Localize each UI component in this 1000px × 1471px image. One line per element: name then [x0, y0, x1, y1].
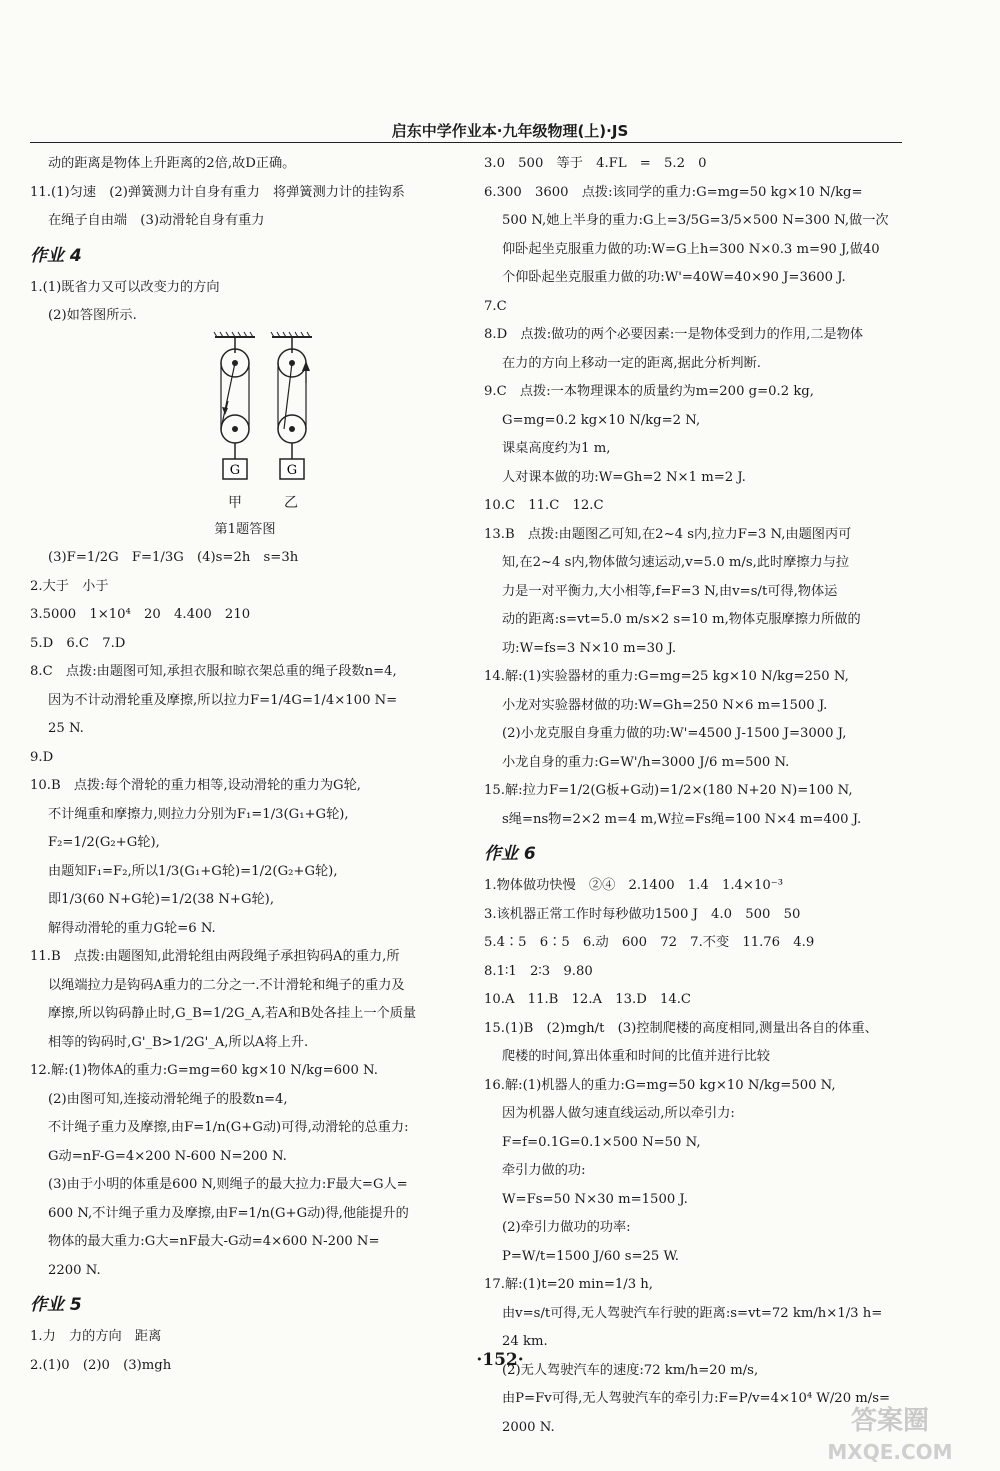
- text-line: 8.D 点拨:做功的两个必要因素:一是物体受到力的作用,二是物体: [484, 327, 864, 342]
- text-line: 动的距离是物体上升距离的2倍,故D正确。: [48, 156, 296, 171]
- page-header-title: 启东中学作业本·九年级物理(上)·JS: [391, 122, 629, 140]
- text-line: 力是一对平衡力,大小相等,f=F=3 N,由v=s/t可得,物体运: [502, 583, 838, 599]
- text-line: 2.(1)0 (2)0 (3)mgh: [30, 1357, 172, 1373]
- text-line: 17.解:(1)t=20 min=1/3 h,: [484, 1277, 653, 1292]
- text-line: 25 N.: [48, 721, 84, 736]
- text-line: 2000 N.: [502, 1419, 555, 1435]
- weight-label-left: G: [229, 462, 241, 478]
- text-line: 由P=Fv可得,无人驾驶汽车的牵引力:F=P/v=4×10⁴ W/20 m/s=: [502, 1391, 891, 1406]
- text-line: 摩擦,所以钩码静止时,G_B=1/2G_A,若A和B处各挂上一个质量: [48, 1006, 417, 1021]
- text-line: (2)如答图所示.: [48, 308, 137, 323]
- page-number: ·152·: [476, 1350, 524, 1370]
- text-line: (2)小龙克服自身重力做的功:W'=4500 J-1500 J=3000 J,: [502, 726, 847, 741]
- text-line: G=mg=0.2 kg×10 N/kg=2 N,: [502, 412, 701, 428]
- text-line: 动的距离:s=vt=5.0 m/s×2 s=10 m,物体克服摩擦力所做的: [502, 612, 861, 627]
- text-line: s绳=ns物=2×2 m=4 m,W拉=Fs绳=100 N×4 m=400 J.: [502, 811, 862, 827]
- text-line: (2)牵引力做功的功率:: [502, 1220, 631, 1235]
- text-line: 24 km.: [502, 1334, 548, 1349]
- text-line: 7.C: [484, 298, 507, 314]
- text-line: 在力的方向上移动一定的距离,据此分析判断.: [502, 355, 761, 371]
- right-column: [484, 150, 902, 1442]
- text-line: 物体的最大重力:G大=nF最大-G动=4×600 N-200 N=: [48, 1234, 380, 1249]
- text-line: 3.0 500 等于 4.FL = 5.2 0: [484, 156, 707, 171]
- text-line: 因为不计动滑轮重及摩擦,所以拉力F=1/4G=1/4×100 N=: [48, 692, 398, 708]
- text-line: 9.D: [30, 749, 54, 765]
- text-line: 仰卧起坐克服重力做的功:W=G上h=300 N×0.3 m=90 J,做40: [502, 241, 880, 257]
- text-line: F₂=1/2(G₂+G轮),: [48, 835, 160, 850]
- text-line: 功:W=fs=3 N×10 m=30 J.: [502, 640, 677, 656]
- watermark-logo: 答案圈: [850, 1406, 929, 1436]
- text-line: 人对课本做的功:W=Gh=2 N×1 m=2 J.: [502, 469, 746, 485]
- text-line: 爬楼的时间,算出体重和时间的比值并进行比较: [502, 1049, 770, 1064]
- left-column: [30, 150, 460, 1380]
- pulley-figure: [30, 331, 460, 516]
- left-top-lines: [30, 150, 460, 236]
- text-line: (2)由图可知,连接动滑轮绳子的股数n=4,: [48, 1091, 288, 1107]
- text-line: 13.B 点拨:由题图乙可知,在2~4 s内,拉力F=3 N,由题图丙可: [484, 526, 852, 542]
- text-line: 14.解:(1)实验器材的重力:G=mg=25 kg×10 N/kg=250 N,: [484, 669, 849, 684]
- text-line: 牵引力做的功:: [502, 1163, 586, 1178]
- text-line: 解得动滑轮的重力G轮=6 N.: [48, 920, 216, 936]
- text-line: 知,在2~4 s内,物体做匀速运动,v=5.0 m/s,此时摩擦力与拉: [502, 555, 850, 570]
- text-line: 因为机器人做匀速直线运动,所以牵引力:: [502, 1106, 735, 1121]
- text-line: 1.力 力的方向 距离: [30, 1329, 162, 1344]
- section-title-homework-5: 作业 5: [30, 1295, 82, 1315]
- text-line: 12.解:(1)物体A的重力:G=mg=60 kg×10 N/kg=600 N.: [30, 1063, 378, 1078]
- header-rule: [30, 142, 902, 143]
- text-line: 3.5000 1×10⁴ 20 4.400 210: [30, 607, 251, 622]
- text-line: (3)F=1/2G F=1/3G (4)s=2h s=3h: [48, 550, 299, 565]
- text-line: 即1/3(60 N+G轮)=1/2(38 N+G轮),: [48, 892, 275, 907]
- text-line: W=Fs=50 N×30 m=1500 J.: [502, 1191, 688, 1207]
- text-line: 8.C 点拨:由题图可知,承担衣服和晾衣架总重的绳子段数n=4,: [30, 664, 397, 679]
- text-line: 16.解:(1)机器人的重力:G=mg=50 kg×10 N/kg=500 N,: [484, 1077, 836, 1093]
- homework-4-lines-a: [30, 274, 460, 331]
- text-line: 在绳子自由端 (3)动滑轮自身有重力: [48, 213, 265, 228]
- text-line: 15.(1)B (2)mgh/t (3)控制爬楼的高度相同,测量出各自的体重、: [484, 1020, 878, 1036]
- text-line: 以绳端拉力是钩码A重力的二分之一.不计滑轮和绳子的重力及: [48, 977, 405, 993]
- weight-label-right: G: [286, 462, 298, 478]
- text-line: (2)无人驾驶汽车的速度:72 km/h=20 m/s,: [502, 1362, 759, 1378]
- pulley-diagram: [210, 331, 320, 491]
- text-line: 个仰卧起坐克服重力做的功:W'=40W=40×90 J=3600 J.: [502, 270, 846, 285]
- section-title-homework-4: 作业 4: [30, 245, 82, 266]
- text-line: 10.B 点拨:每个滑轮的重力相等,设动滑轮的重力为G轮,: [30, 778, 361, 793]
- text-line: 10.C 11.C 12.C: [484, 498, 604, 513]
- text-line: 5.D 6.C 7.D: [30, 635, 126, 651]
- text-line: 11.(1)匀速 (2)弹簧测力计自身有重力 将弹簧测力计的挂钩系: [30, 184, 405, 200]
- text-line: 由题知F₁=F₂,所以1/3(G₁+G轮)=1/2(G₂+G轮),: [48, 863, 338, 879]
- text-line: 8.1∶1 2∶3 9.80: [484, 963, 593, 979]
- figure-label-jia: 甲: [228, 494, 242, 511]
- text-line: 500 N,她上半身的重力:G上=3/5G=3/5×500 N=300 N,做一次: [502, 213, 889, 228]
- text-line: 10.A 11.B 12.A 13.D 14.C: [484, 992, 692, 1007]
- section-title-homework-6: 作业 6: [484, 844, 536, 864]
- text-line: 5.4∶5 6∶5 6.动 600 72 7.不变 11.76 4.9: [484, 935, 815, 950]
- text-line: 不计绳子重力及摩擦,由F=1/n(G+G动)可得,动滑轮的总重力:: [48, 1120, 409, 1135]
- text-line: 2200 N.: [48, 1262, 101, 1278]
- text-line: P=W/t=1500 J/60 s=25 W.: [502, 1248, 679, 1264]
- text-line: 小龙自身的重力:G=W'/h=3000 J/6 m=500 N.: [502, 754, 790, 770]
- text-line: G动=nF-G=4×200 N-600 N=200 N.: [48, 1148, 287, 1164]
- homework-4-lines-b: [30, 544, 460, 1285]
- figure-caption: 第1题答图: [214, 521, 276, 537]
- text-line: 相等的钩码时,G'_B>1/2G'_A,所以A将上升.: [48, 1034, 309, 1050]
- watermark-domain: MXQE.COM: [827, 1440, 953, 1464]
- text-line: 9.C 点拨:一本物理课本的质量约为m=200 g=0.2 kg,: [484, 384, 814, 399]
- text-line: 600 N,不计绳子重力及摩擦,由F=1/n(G+G动)得,他能提升的: [48, 1205, 409, 1221]
- text-line: 小龙对实验器材做的功:W=Gh=250 N×6 m=1500 J.: [502, 697, 828, 713]
- homework-5-lines: [30, 1323, 460, 1380]
- text-line: F=f=0.1G=0.1×500 N=50 N,: [502, 1134, 701, 1150]
- figure-label-yi: 乙: [284, 494, 298, 511]
- text-line: 3.该机器正常工作时每秒做功1500 J 4.0 500 50: [484, 906, 801, 922]
- text-line: 6.300 3600 点拨:该同学的重力:G=mg=50 kg×10 N/kg=: [484, 184, 863, 200]
- right-lines-a: [484, 150, 902, 834]
- text-line: 课桌高度约为1 m,: [502, 441, 611, 456]
- text-line: 15.解:拉力F=1/2(G板+G动)=1/2×(180 N+20 N)=100 N,: [484, 783, 853, 798]
- text-line: (3)由于小明的体重是600 N,则绳子的最大拉力:F最大=G人=: [48, 1177, 408, 1192]
- pull-arrow-right: [302, 361, 310, 371]
- text-line: 1.物体做功快慢 ②④ 2.1400 1.4 1.4×10⁻³: [484, 878, 783, 893]
- text-line: 由v=s/t可得,无人驾驶汽车行驶的距离:s=vt=72 km/h×1/3 h=: [502, 1305, 883, 1321]
- text-line: 2.大于 小于: [30, 578, 109, 594]
- text-line: 11.B 点拨:由题图知,此滑轮组由两段绳子承担钩码A的重力,所: [30, 949, 400, 964]
- text-line: 不计绳重和摩擦力,则拉力分别为F₁=1/3(G₁+G轮),: [48, 806, 349, 822]
- text-line: 1.(1)既省力又可以改变力的方向: [30, 279, 220, 295]
